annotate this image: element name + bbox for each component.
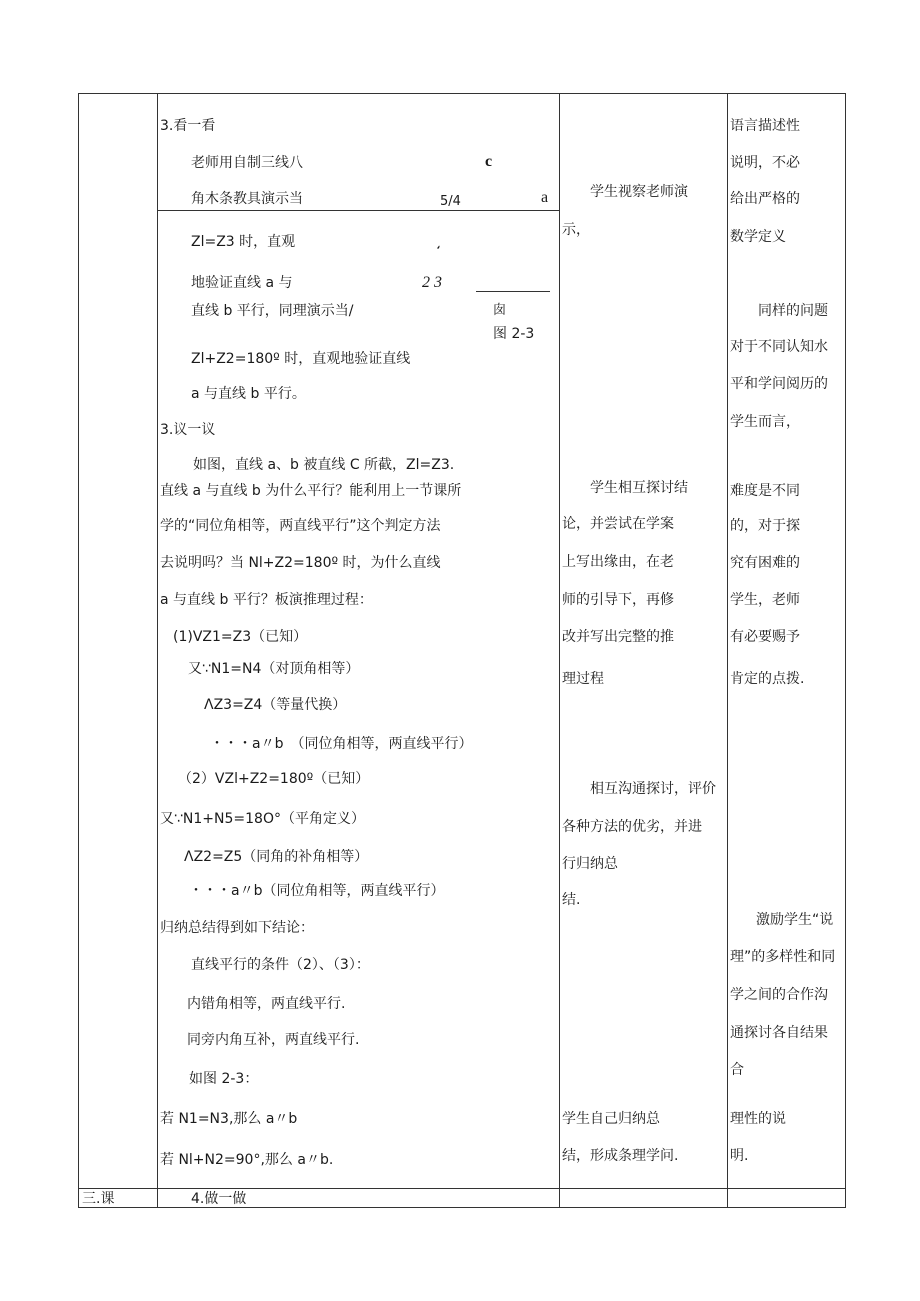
- reasoning-line: ・・・a〃b （同位角相等，两直线平行）: [210, 736, 473, 752]
- activity-line: 示，: [562, 222, 590, 238]
- intent-line: 明.: [730, 1148, 749, 1164]
- activity-line: 论，并尝试在学案: [562, 516, 674, 532]
- content-line: 直线 b 平行，同理演示当/: [191, 303, 354, 319]
- activity-line: 理过程: [562, 671, 604, 687]
- intent-line: 究有困难的: [730, 555, 800, 571]
- intent-line: 有必要赐予: [730, 629, 800, 645]
- conclusion-line: 若 N1=N3,那么 a〃b: [160, 1111, 298, 1127]
- figure-line-a: [157, 210, 559, 211]
- section-title-do: 4.做一做: [191, 1191, 247, 1207]
- activity-line: 结.: [562, 892, 581, 908]
- activity-line: 学生自己归纳总: [562, 1111, 660, 1127]
- row-divider: [78, 1188, 846, 1189]
- activity-line: 结，形成条理学问.: [562, 1148, 679, 1164]
- activity-line: 学生相互探讨结: [590, 480, 688, 496]
- content-line: a 与直线 b 平行。: [191, 386, 306, 402]
- reasoning-line: ・・・a〃b（同位角相等，两直线平行）: [189, 883, 445, 899]
- conclusion-line: 内错角相等，两直线平行.: [187, 996, 346, 1012]
- figure-caption: 图 2-3: [493, 326, 535, 342]
- paragraph-line: a 与直线 b 平行？板演推理过程：: [160, 592, 373, 608]
- figure-mark: ͵: [436, 232, 442, 249]
- figure-label-23: 2 3: [422, 274, 442, 291]
- activity-line: 上写出缘由，在老: [562, 554, 674, 570]
- intent-line: 肯定的点拨.: [730, 671, 805, 687]
- content-line: 地验证直线 a 与: [191, 275, 293, 291]
- activity-line: 师的引导下，再修: [562, 592, 674, 608]
- intent-line: 合: [730, 1062, 744, 1078]
- reasoning-line: （2）VZl+Z2=180º（已知）: [178, 771, 370, 787]
- figure-line-b: [476, 291, 550, 292]
- section-title-look: 3.看一看: [160, 118, 216, 134]
- paragraph-line: 直线 a 与直线 b 为什么平行？能利用上一节课所: [160, 483, 462, 499]
- intent-line: 对于不同认知水: [730, 339, 828, 355]
- intent-line: 激励学生“说: [756, 912, 834, 928]
- intent-line: 理”的多样性和同: [730, 949, 836, 965]
- activity-line: 学生视察老师演: [590, 184, 688, 200]
- conclusion-line: 若 Nl+N2=90°,那么 a〃b.: [160, 1152, 334, 1168]
- intent-line: 难度是不同: [730, 483, 800, 499]
- conclusion-line: 如图 2-3：: [189, 1071, 259, 1087]
- figure-label-tu: 囱: [493, 303, 507, 318]
- intent-line: 同样的问题: [758, 303, 828, 319]
- activity-line: 相互沟通探讨，评价: [590, 781, 716, 797]
- content-line: Zl=Z3 时，直观: [191, 234, 296, 250]
- section-title-discuss: 3.议一议: [160, 422, 216, 438]
- conclusion-line: 直线平行的条件（2）、（3）：: [191, 957, 370, 973]
- content-line: 角木条教具演示当: [191, 191, 303, 207]
- intent-line: 说明，不必: [730, 155, 800, 171]
- content-line: Zl+Z2=180º 时，直观地验证直线: [191, 351, 411, 367]
- reasoning-line: 又∵N1+N5=18O°（平角定义）: [160, 811, 365, 827]
- intent-line: 理性的说: [730, 1111, 786, 1127]
- paragraph-line: 学的“同位角相等，两直线平行”这个判定方法: [160, 518, 441, 534]
- content-line: 老师用自制三线八: [191, 155, 303, 171]
- activity-line: 各种方法的优劣，并进: [562, 819, 702, 835]
- reasoning-line: 又∵N1=N4（对顶角相等）: [188, 661, 360, 677]
- reasoning-line: ΛZ2=Z5（同角的补角相等）: [184, 849, 369, 865]
- conclusion-line: 同旁内角互补，两直线平行.: [187, 1032, 360, 1048]
- figure-label-c: c: [485, 153, 493, 170]
- column-divider: [157, 93, 158, 1208]
- activity-line: 行归纳总: [562, 856, 618, 872]
- column-divider: [559, 93, 560, 1208]
- intent-line: 的，对于探: [730, 518, 800, 534]
- reasoning-line: (1)VZ1=Z3（已知）: [173, 629, 308, 645]
- intent-line: 数学定义: [730, 229, 786, 245]
- figure-label-54: 5/4: [440, 194, 461, 209]
- intent-line: 学生而言，: [730, 414, 800, 430]
- intent-line: 学之间的合作沟: [730, 987, 828, 1003]
- activity-line: 改并写出完整的推: [562, 629, 674, 645]
- conclusion-line: 归纳总结得到如下结论：: [160, 920, 314, 936]
- column-divider: [727, 93, 728, 1208]
- figure-label-a: a: [541, 189, 549, 206]
- reasoning-line: ΛZ3=Z4（等量代换）: [204, 697, 347, 713]
- intent-line: 通探讨各自结果: [730, 1025, 828, 1041]
- intent-line: 平和学问阅历的: [730, 376, 828, 392]
- intent-line: 学生，老师: [730, 592, 800, 608]
- intent-line: 语言描述性: [730, 118, 800, 134]
- intent-line: 给出严格的: [730, 191, 800, 207]
- section-label: 三.课: [82, 1191, 115, 1207]
- paragraph-line: 去说明吗？当 Nl+Z2=180º 时，为什么直线: [160, 555, 441, 571]
- paragraph-line: 如图，直线 a、b 被直线 C 所截，Zl=Z3.: [193, 457, 455, 473]
